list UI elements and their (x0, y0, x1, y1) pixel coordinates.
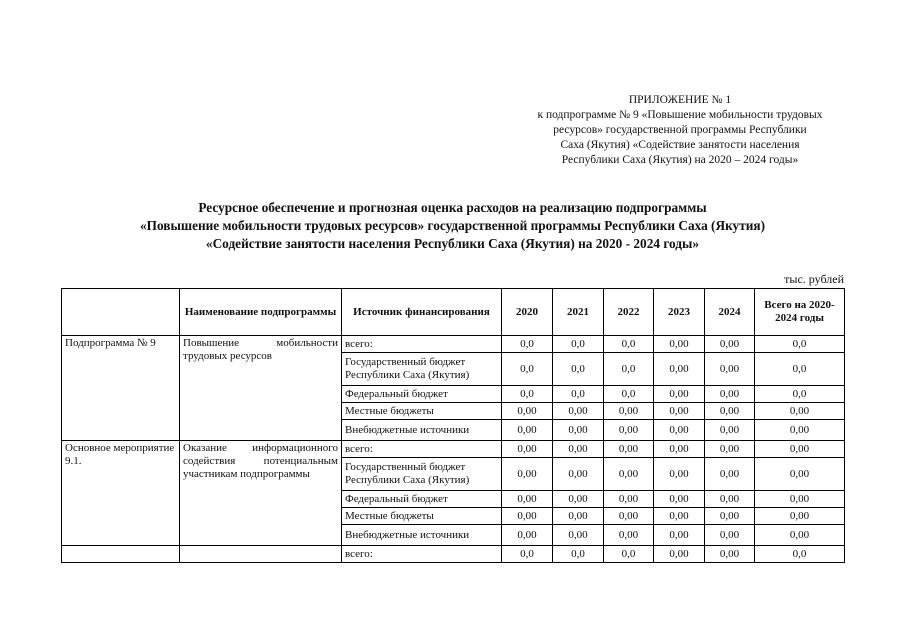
total-value: 0,00 (755, 525, 845, 546)
funding-source: Внебюджетные источники (342, 420, 502, 441)
year-value: 0,00 (502, 403, 553, 420)
year-value: 0,00 (553, 420, 604, 441)
year-value: 0,00 (705, 420, 755, 441)
year-value: 0,00 (705, 546, 755, 563)
header-2024: 2024 (705, 289, 755, 336)
year-value: 0,00 (654, 420, 705, 441)
year-value: 0,00 (502, 525, 553, 546)
year-value: 0,00 (654, 386, 705, 403)
header-blank (62, 289, 180, 336)
funding-source: Федеральный бюджет (342, 491, 502, 508)
total-value: 0,0 (755, 336, 845, 353)
funding-source: Внебюджетные источники (342, 525, 502, 546)
year-value: 0,00 (654, 525, 705, 546)
appendix-line: к подпрограмме № 9 «Повышение мобильности трудовых (537, 109, 823, 121)
year-value: 0,00 (502, 458, 553, 491)
funding-source: всего: (342, 336, 502, 353)
year-value: 0,0 (553, 386, 604, 403)
table-row (62, 336, 845, 353)
year-value: 0,00 (705, 386, 755, 403)
year-value: 0,0 (604, 336, 654, 353)
year-value: 0,0 (604, 546, 654, 563)
funding-source: Местные бюджеты (342, 403, 502, 420)
title-line: Ресурсное обеспечение и прогнозная оценка расходов на реализацию подпрограммы (198, 200, 707, 215)
year-value: 0,0 (604, 386, 654, 403)
year-value: 0,00 (553, 458, 604, 491)
year-value: 0,0 (502, 336, 553, 353)
year-value: 0,00 (604, 441, 654, 458)
header-2022: 2022 (604, 289, 654, 336)
table-row (62, 546, 845, 563)
year-value: 0,0 (502, 546, 553, 563)
year-value: 0,00 (705, 508, 755, 525)
year-value: 0,00 (654, 353, 705, 386)
year-value: 0,00 (502, 491, 553, 508)
year-value: 0,00 (705, 336, 755, 353)
year-value: 0,0 (553, 353, 604, 386)
total-value: 0,0 (755, 353, 845, 386)
funding-source: Государственный бюджет Республики Саха (Якутия) (342, 458, 502, 491)
year-value: 0,00 (654, 508, 705, 525)
year-value: 0,00 (705, 525, 755, 546)
year-value: 0,00 (705, 441, 755, 458)
group-label (62, 546, 180, 563)
group-name: Повышение мобильности трудовых ресурсов (180, 336, 342, 441)
year-value: 0,00 (654, 491, 705, 508)
year-value: 0,00 (654, 403, 705, 420)
year-value: 0,00 (705, 353, 755, 386)
year-value: 0,00 (553, 491, 604, 508)
year-value: 0,00 (654, 546, 705, 563)
year-value: 0,00 (553, 441, 604, 458)
document-title (20, 199, 885, 253)
year-value: 0,00 (553, 508, 604, 525)
title-line: «Содействие занятости населения Республики Саха (Якутия) на 2020 - 2024 годы» (205, 236, 700, 251)
table-row (62, 441, 845, 458)
appendix-heading: ПРИЛОЖЕНИЕ № 1 (628, 94, 732, 106)
group-name: Оказание информационного содействия потенциальным участникам подпрограммы (180, 441, 342, 546)
year-value: 0,00 (604, 525, 654, 546)
funding-source: Государственный бюджет Республики Саха (Якутия) (342, 353, 502, 386)
year-value: 0,00 (604, 420, 654, 441)
total-value: 0,00 (755, 420, 845, 441)
year-value: 0,0 (502, 353, 553, 386)
funding-source: всего: (342, 546, 502, 563)
funding-source: Местные бюджеты (342, 508, 502, 525)
year-value: 0,00 (705, 403, 755, 420)
year-value: 0,00 (654, 336, 705, 353)
year-value: 0,00 (604, 508, 654, 525)
year-value: 0,00 (604, 491, 654, 508)
total-value: 0,0 (755, 546, 845, 563)
table-body (62, 336, 845, 563)
appendix-line: Республики Саха (Якутия) на 2020 – 2024 годы» (561, 154, 799, 166)
year-value: 0,00 (604, 458, 654, 491)
year-value: 0,00 (654, 441, 705, 458)
units-label: тыс. рублей (784, 272, 844, 286)
total-value: 0,00 (755, 403, 845, 420)
header-name: Наименование подпрограммы (180, 289, 342, 336)
resource-table (61, 288, 845, 563)
header-total: Всего на 2020-2024 годы (755, 289, 845, 336)
year-value: 0,00 (654, 458, 705, 491)
appendix-line: ресурсов» государственной программы Республики (553, 124, 807, 136)
funding-source: всего: (342, 441, 502, 458)
year-value: 0,00 (502, 441, 553, 458)
year-value: 0,0 (604, 353, 654, 386)
header-2020: 2020 (502, 289, 553, 336)
year-value: 0,0 (553, 546, 604, 563)
header-source: Источник финансирования (342, 289, 502, 336)
funding-source: Федеральный бюджет (342, 386, 502, 403)
year-value: 0,00 (705, 491, 755, 508)
year-value: 0,0 (553, 336, 604, 353)
total-value: 0,0 (755, 386, 845, 403)
year-value: 0,00 (604, 403, 654, 420)
total-value: 0,00 (755, 508, 845, 525)
group-label: Основное мероприятие 9.1. (62, 441, 180, 546)
header-2023: 2023 (654, 289, 705, 336)
year-value: 0,00 (553, 403, 604, 420)
year-value: 0,00 (502, 420, 553, 441)
total-value: 0,00 (755, 441, 845, 458)
appendix-line: Саха (Якутия) «Содействие занятости населения (560, 139, 800, 151)
total-value: 0,00 (755, 491, 845, 508)
title-line: «Повышение мобильности трудовых ресурсов» государственной программы Республики Саха (Якутия) (139, 218, 766, 233)
appendix-block (505, 93, 855, 168)
table-header-row (62, 289, 845, 336)
group-name (180, 546, 342, 563)
group-label: Подпрограмма № 9 (62, 336, 180, 441)
year-value: 0,00 (705, 458, 755, 491)
header-2021: 2021 (553, 289, 604, 336)
total-value: 0,00 (755, 458, 845, 491)
year-value: 0,0 (502, 386, 553, 403)
year-value: 0,00 (553, 525, 604, 546)
year-value: 0,00 (502, 508, 553, 525)
